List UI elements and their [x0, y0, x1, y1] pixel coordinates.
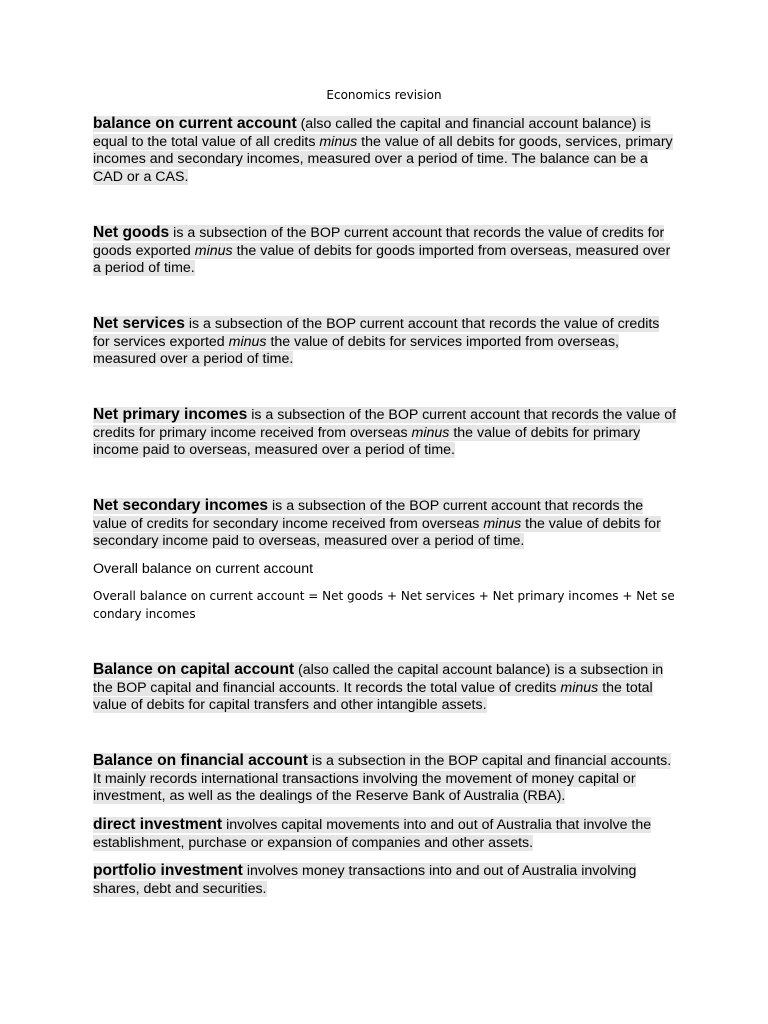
definition-text: is a subsection of the BOP current account that records the value of credits for services exported — [93, 316, 660, 350]
definition-text: the value of debits for secondary income paid to overseas, measured over a period of time. — [93, 515, 661, 550]
overall-formula: Overall balance on current account = Net goods + Net services + Net primary incomes + Net secondary incomes — [93, 589, 675, 621]
overall-heading: Overall balance on current account — [93, 561, 314, 577]
definition-text: the value of debits for services imported from overseas, measured over a period of time. — [93, 333, 619, 368]
definition-net-services — [93, 315, 679, 369]
definition-text: (also called the capital and financial account balance) is equal to the total value of all credits — [93, 116, 651, 150]
emphasis-text: minus — [560, 679, 599, 696]
term: portfolio investment — [93, 862, 243, 879]
definition-text: is a subsection of the BOP current account that records the value of credits for goods exported — [93, 225, 665, 259]
term: balance on current account — [93, 115, 297, 132]
emphasis-text: minus — [319, 133, 358, 150]
definition-text: involves capital movements into and out of Australia that involve the establishment, purchase or expansion of companies and other assets. — [93, 817, 652, 851]
term: Net secondary incomes — [93, 497, 269, 514]
term: direct investment — [93, 816, 223, 833]
definition-text: the value of debits for primary income paid to overseas, measured over a period of time. — [93, 424, 641, 459]
term: Net primary incomes — [93, 406, 248, 423]
definition-net-secondary-incomes — [93, 497, 679, 551]
definition-text: (also called the capital account balance) is a subsection in the BOP capital and financial accounts. It records the total value of credits — [93, 662, 664, 696]
emphasis-text: minus — [194, 242, 233, 259]
definition-text: the value of debits for goods imported from overseas, measured over a period of time. — [93, 242, 671, 277]
emphasis-text: minus — [411, 424, 450, 441]
term: Balance on financial account — [93, 752, 308, 769]
definition-direct-investment — [93, 816, 679, 852]
term: Balance on capital account — [93, 661, 295, 678]
definition-text: the value of all debits for goods, services, primary incomes and secondary incomes, measured over a period of time. The balance can be a CAD or a CAS. — [93, 133, 673, 185]
emphasis-text: minus — [483, 515, 522, 532]
definition-text: is a subsection in the BOP capital and financial accounts. It mainly records international transactions involving the movement of money capital or investment, as well as the dealings of the Reserve Bank of Australia (RBA). — [93, 753, 672, 805]
term: Net goods — [93, 224, 170, 241]
definition-text: is a subsection of the BOP current account that records the value of credits for primary income received from overseas — [93, 407, 677, 441]
term: Net services — [93, 315, 185, 332]
definition-balance-on-current-account — [93, 115, 679, 186]
definition-text: is a subsection of the BOP current account that records the value of credits for secondary income received from overseas — [93, 498, 644, 532]
definition-net-goods — [93, 224, 679, 278]
definition-portfolio-investment — [93, 862, 679, 898]
definition-text: the total value of debits for capital transfers and other intangible assets. — [93, 679, 653, 714]
page-title: Economics revision — [326, 88, 442, 102]
emphasis-text: minus — [228, 333, 267, 350]
definition-text: involves money transactions into and out of Australia involving shares, debt and securities. — [93, 863, 637, 897]
definition-balance-on-financial-account — [93, 752, 679, 806]
definition-net-primary-incomes — [93, 406, 679, 460]
definition-balance-on-capital-account — [93, 661, 679, 715]
